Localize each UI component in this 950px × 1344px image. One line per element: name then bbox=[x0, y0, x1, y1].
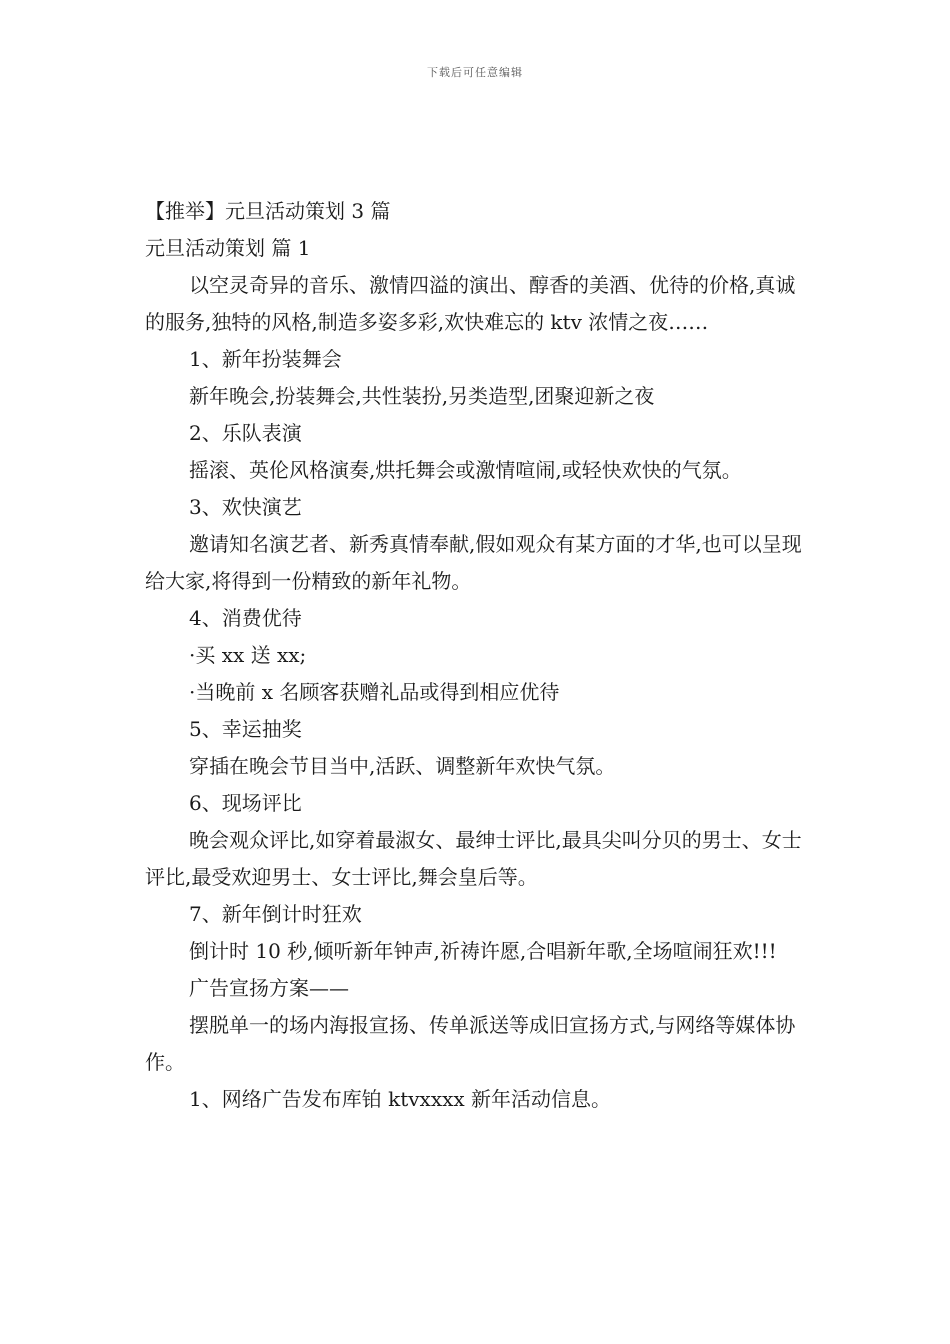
document-body bbox=[145, 193, 805, 1118]
section-heading: 4、消费优待 bbox=[189, 606, 302, 630]
document-subtitle: 元旦活动策划 篇 1 bbox=[145, 236, 311, 260]
ad-body: 摆脱单一的场内海报宣扬、传单派送等成旧宣扬方式,与网络等媒体协作。 bbox=[145, 1013, 796, 1074]
section-body: 新年晚会,扮装舞会,共性装扮,另类造型,团聚迎新之夜 bbox=[189, 384, 655, 408]
section-heading: 2、乐队表演 bbox=[189, 421, 302, 445]
section-heading: 1、新年扮装舞会 bbox=[189, 347, 342, 371]
section-heading: 5、幸运抽奖 bbox=[189, 717, 302, 741]
section-body: 倒计时 10 秒,倾听新年钟声,祈祷许愿,合唱新年歌,全场喧闹狂欢!!! bbox=[189, 939, 777, 963]
section-body: 晚会观众评比,如穿着最淑女、最绅士评比,最具尖叫分贝的男士、女士评比,最受欢迎男士、女士评比,舞会皇后等。 bbox=[145, 828, 802, 889]
section-heading: 7、新年倒计时狂欢 bbox=[189, 902, 362, 926]
section-body: ·买 xx 送 xx; bbox=[189, 643, 307, 667]
document-title: 【推举】元旦活动策划 3 篇 bbox=[145, 199, 391, 223]
intro-paragraph: 以空灵奇异的音乐、激情四溢的演出、醇香的美酒、优待的价格,真诚的服务,独特的风格,制造多姿多彩,欢快难忘的 ktv 浓情之夜…… bbox=[145, 273, 796, 334]
ad-heading: 广告宣扬方案—— bbox=[189, 976, 349, 1000]
section-heading: 6、现场评比 bbox=[189, 791, 302, 815]
section-heading: 3、欢快演艺 bbox=[189, 495, 302, 519]
section-body: 穿插在晚会节目当中,活跃、调整新年欢快气氛。 bbox=[189, 754, 616, 778]
section-body: 邀请知名演艺者、新秀真情奉献,假如观众有某方面的才华,也可以呈现给大家,将得到一份精致的新年礼物。 bbox=[145, 532, 802, 593]
ad-item: 1、网络广告发布库铂 ktvxxxx 新年活动信息。 bbox=[189, 1087, 612, 1111]
section-body: ·当晚前 x 名顾客获赠礼品或得到相应优待 bbox=[189, 680, 560, 704]
page-header: 下载后可任意编辑 bbox=[427, 66, 523, 79]
section-body: 摇滚、英伦风格演奏,烘托舞会或激情喧闹,或轻快欢快的气氛。 bbox=[189, 458, 742, 482]
